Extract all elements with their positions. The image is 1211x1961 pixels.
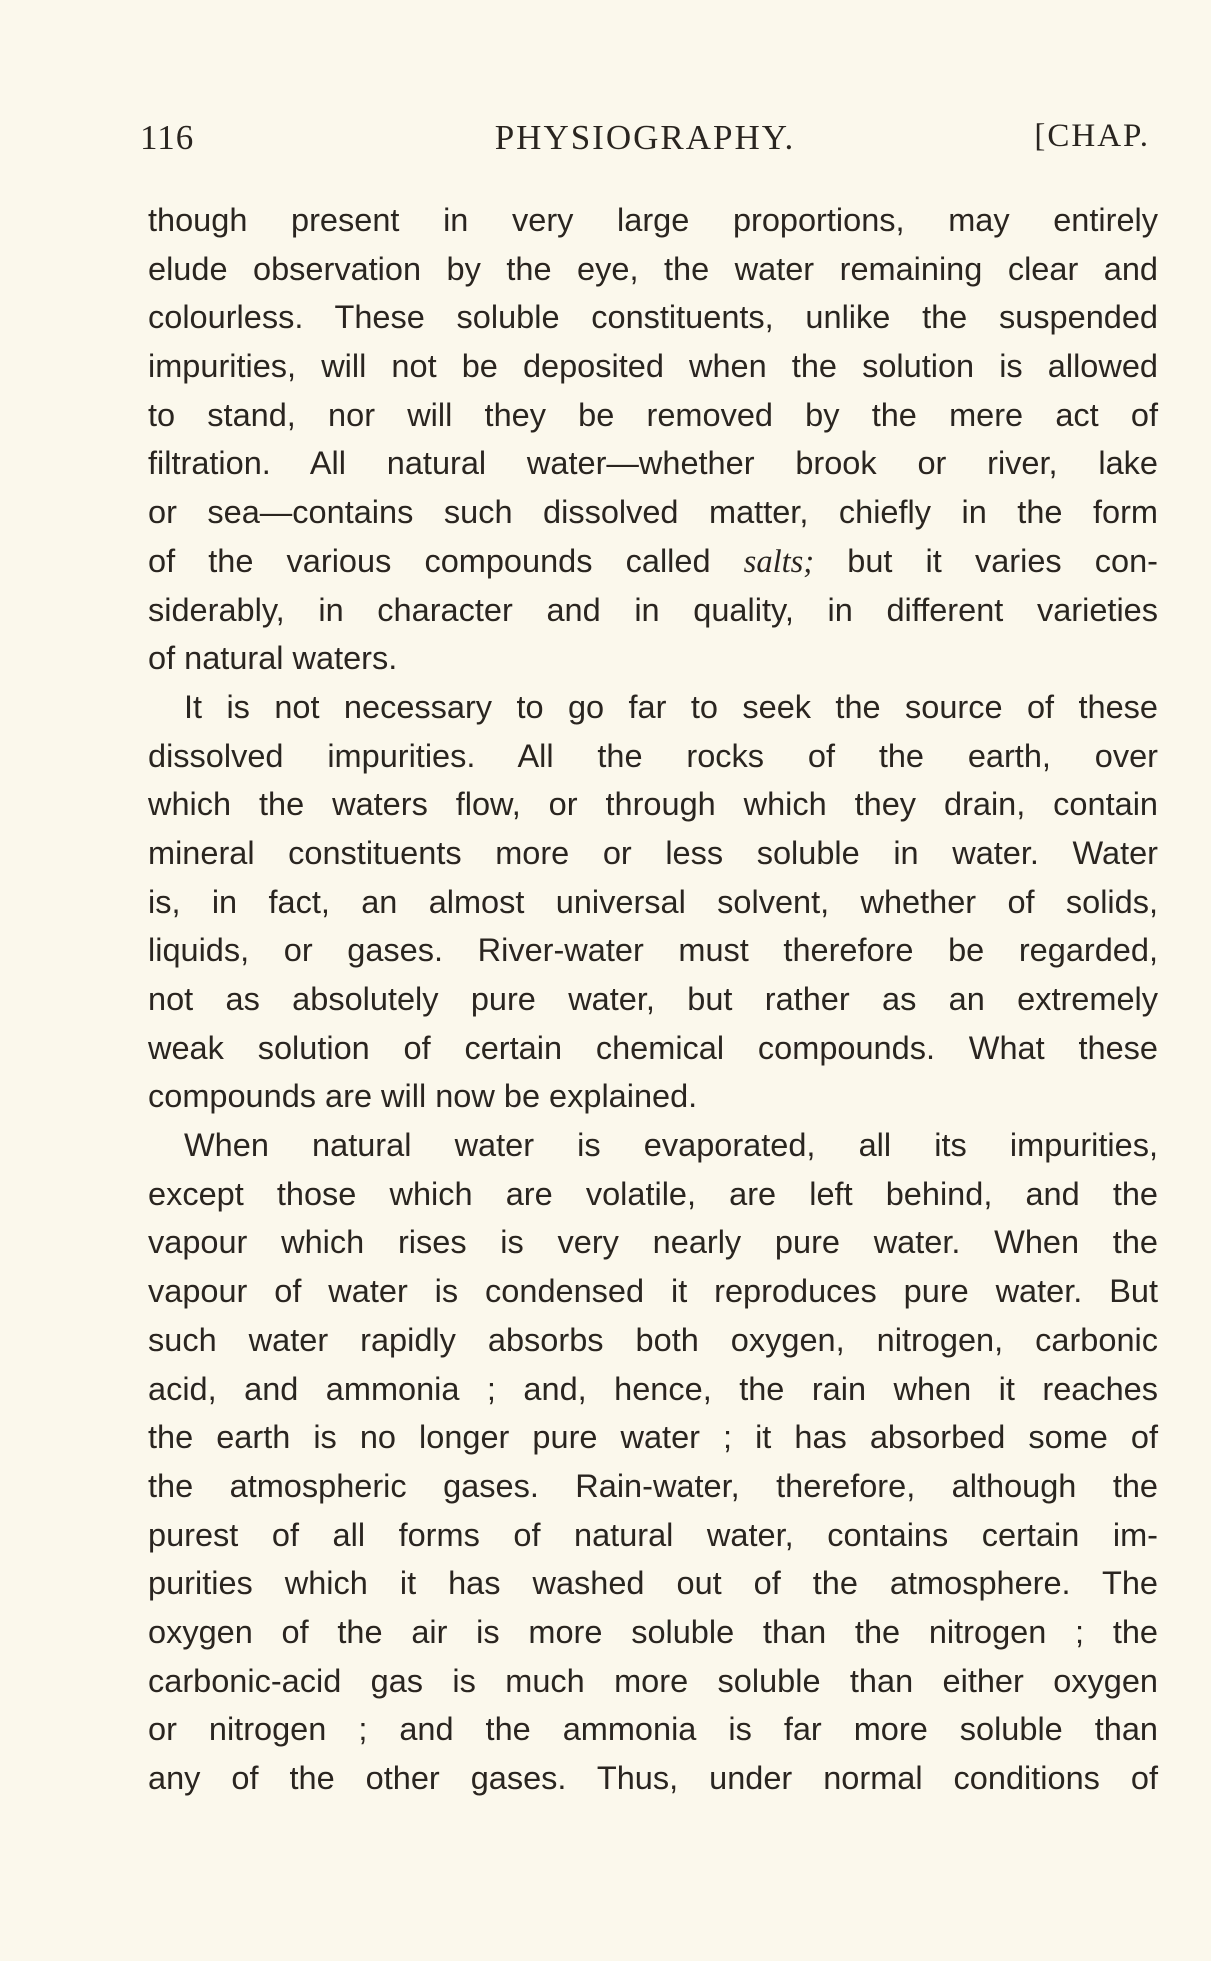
text-line — [148, 537, 1158, 586]
text-line: It is not necessary to go far to seek the source of these — [184, 688, 1158, 725]
text-line: weak solution of certain chemical compounds. What these — [148, 1029, 1158, 1066]
text-segment: of the various compounds called — [148, 542, 744, 579]
text-line: compounds are will now be explained. — [148, 1078, 698, 1115]
text-line: purest of all forms of natural water, contains certain im- — [148, 1516, 1158, 1553]
text-line: not as absolutely pure water, but rather as an extremely — [148, 981, 1158, 1017]
chapter-marker: [CHAP. — [1034, 118, 1150, 154]
text-line: which the waters flow, or through which they drain, contain — [148, 786, 1158, 823]
running-title: PHYSIOGRAPHY. — [494, 118, 796, 157]
text-line: vapour which rises is very nearly pure water. When the — [148, 1224, 1158, 1261]
text-line: colourless. These soluble constituents, unlike the suspended — [148, 299, 1158, 336]
paragraph — [148, 1121, 1158, 1803]
text-line: carbonic-acid gas is much more soluble than either oxygen — [148, 1662, 1158, 1699]
text-line: purities which it has washed out of the atmosphere. The — [148, 1565, 1158, 1602]
text-line: impurities, will not be deposited when the solution is allowed — [148, 348, 1158, 385]
paragraph — [148, 683, 1158, 1121]
text-segment: but it varies con- — [814, 542, 1158, 579]
text-line: When natural water is evaporated, all its impurities, — [184, 1127, 1158, 1164]
running-head — [140, 118, 1150, 168]
text-line: siderably, in character and in quality, in different varieties — [148, 591, 1158, 628]
text-line: such water rapidly absorbs both oxygen, nitrogen, carbonic — [148, 1321, 1158, 1358]
text-line: of natural waters. — [148, 640, 398, 677]
text-line: vapour of water is condensed it reproduces pure water. But — [148, 1273, 1158, 1310]
paragraph — [148, 196, 1158, 683]
text-line: any of the other gases. Thus, under normal conditions of — [148, 1760, 1158, 1796]
text-line: or nitrogen ; and the ammonia is far more soluble than — [148, 1711, 1158, 1748]
text-line: to stand, nor will they be removed by the mere act of — [148, 396, 1158, 433]
text-line: is, in fact, an almost universal solvent, whether of solids, — [148, 883, 1158, 920]
text-line: oxygen of the air is more soluble than the nitrogen ; the — [148, 1613, 1158, 1650]
text-line: mineral constituents more or less soluble in water. Water — [148, 834, 1158, 871]
text-line: the earth is no longer pure water ; it has absorbed some of — [148, 1419, 1158, 1456]
text-line: the atmospheric gases. Rain-water, therefore, although the — [148, 1467, 1158, 1504]
text-line: dissolved impurities. All the rocks of the earth, over — [148, 737, 1158, 774]
page-number: 116 — [140, 118, 195, 157]
text-line: acid, and ammonia ; and, hence, the rain when it reaches — [148, 1370, 1158, 1407]
text-line: except those which are volatile, are left behind, and the — [148, 1175, 1158, 1212]
text-line: filtration. All natural water—whether brook or river, lake — [148, 445, 1158, 482]
text-line: liquids, or gases. River-water must therefore be regarded, — [148, 932, 1158, 969]
body-text — [148, 196, 1158, 1803]
text-line: or sea—contains such dissolved matter, chiefly in the form — [148, 494, 1158, 531]
text-line: elude observation by the eye, the water remaining clear and — [148, 250, 1158, 287]
italic-term: salts; — [743, 543, 815, 580]
text-line: though present in very large proportions, may entirely — [148, 202, 1158, 238]
